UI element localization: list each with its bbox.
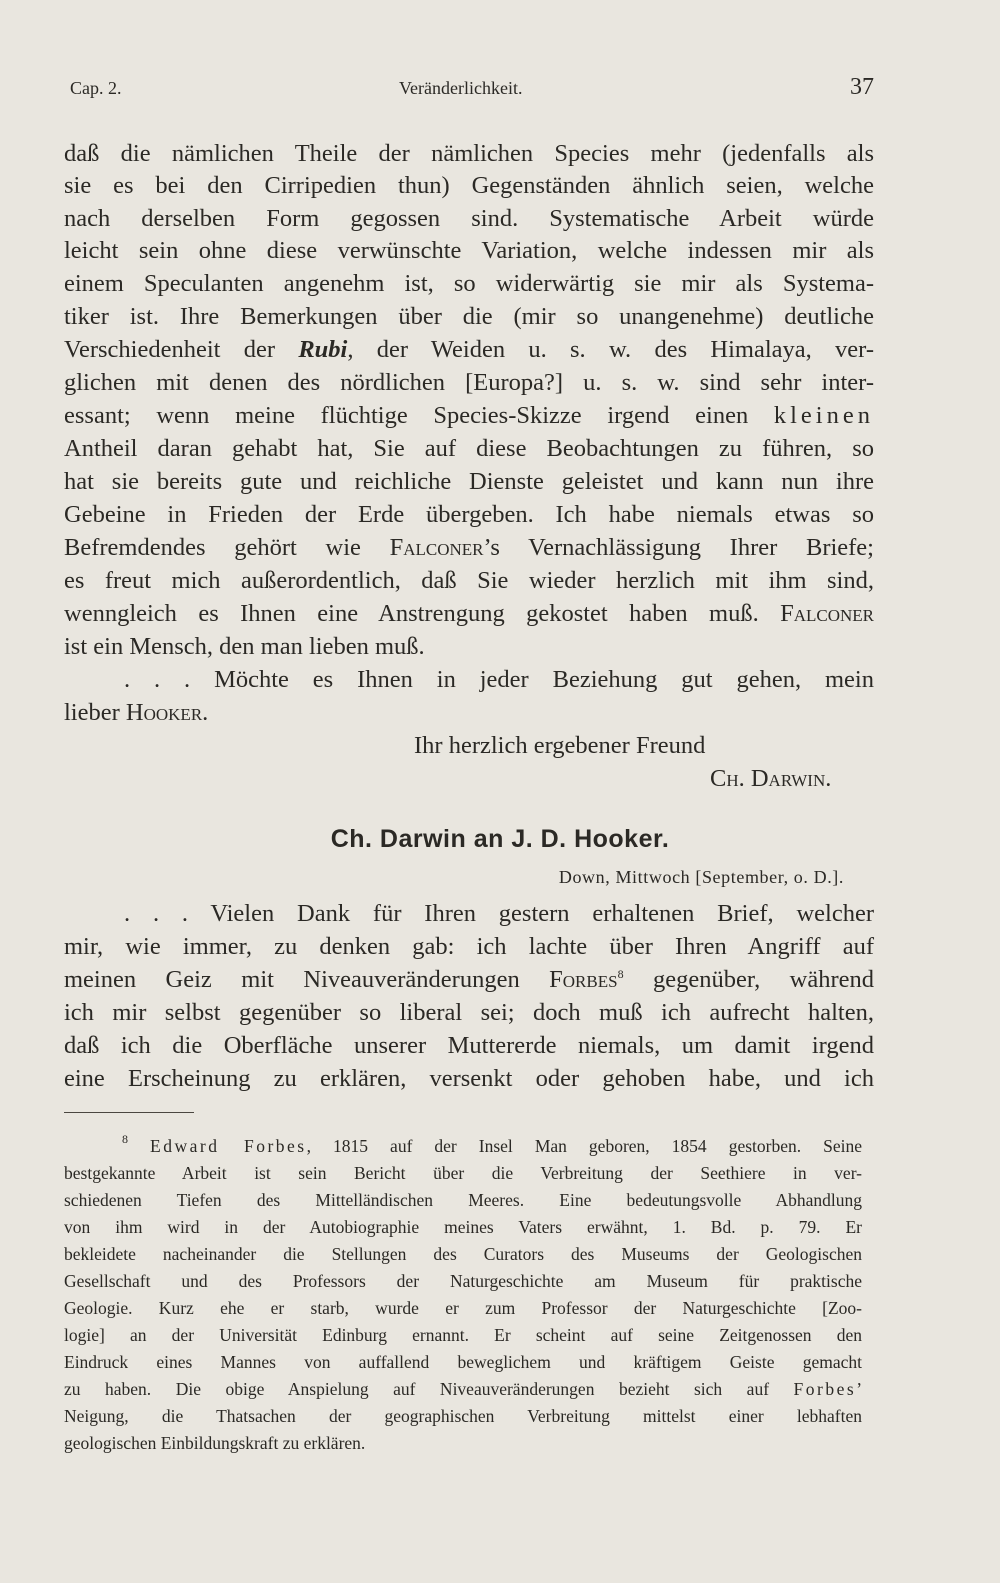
spaced-emphasis: kleinen	[773, 402, 874, 429]
text-span: wenngleich es Ihnen eine Anstrengung gekostet haben muß.	[64, 600, 759, 627]
running-title: Veränderlichkeit.	[399, 78, 523, 98]
text-line: mir, wie immer, zu denken gab: ich lachte über Ihren Angriff auf	[64, 933, 874, 960]
text-line: ich mir selbst gegenüber so liberal sei; doch muß ich aufrecht halten,	[64, 999, 874, 1026]
footnote-line: Eindruck eines Mannes von auffallend beweglichem und kräftigem Geiste gemacht	[64, 1352, 862, 1372]
page-number: 37	[850, 74, 874, 100]
running-head	[66, 74, 874, 104]
taxon-name: Rubi	[298, 336, 348, 363]
text-line: glichen mit denen des nördlichen [Europa?] u. s. w. sind sehr inter-	[64, 369, 874, 396]
footnote-line	[122, 1134, 862, 1159]
footnote-ref: 8	[617, 967, 624, 981]
person-name: Falconer	[780, 600, 874, 627]
footnote-line: Geologie. Kurz ehe er starb, wurde er zum Professor der Naturgeschichte [Zoo-	[64, 1298, 862, 1318]
text-line	[64, 334, 874, 366]
text-span: essant; wenn meine flüchtige Species-Skizze irgend einen	[64, 402, 749, 429]
letter-heading: Ch. Darwin an J. D. Hooker.	[330, 825, 670, 853]
text-line: daß die nämlichen Theile der nämlichen Species mehr (jedenfalls als	[64, 140, 874, 167]
footnote-line: bestgekannte Arbeit ist sein Bericht über die Verbreitung der Seethiere in ver-	[64, 1163, 862, 1183]
person-name: Hooker	[125, 699, 203, 726]
text-line	[64, 598, 874, 630]
footnote-marker: 8	[122, 1132, 128, 1146]
text-line: Antheil daran gehabt hat, Sie auf diese Beobachtungen zu führen, so	[64, 435, 874, 462]
footnote-line: von ihm wird in der Autobiographie meines Vaters erwähnt, 1. Bd. p. 79. Er	[64, 1217, 862, 1237]
footnote-line	[64, 1377, 862, 1402]
text-span: Verschiedenheit der	[64, 336, 276, 363]
footnote-line: Neigung, die Thatsachen der geographischen Verbreitung mittelst einer lebhaften	[64, 1406, 862, 1426]
text-span: , 1815 auf der Insel Man geboren, 1854 gestorben. Seine	[306, 1136, 863, 1156]
text-line: es freut mich außerordentlich, daß Sie wieder herzlich mit ihm sind,	[64, 567, 874, 594]
text-line	[64, 697, 874, 729]
text-line	[64, 400, 874, 432]
text-line: daß ich die Oberfläche unserer Muttererde niemals, um damit irgend	[64, 1032, 874, 1059]
dateline: Down, Mittwoch [September, o. D.].	[558, 867, 844, 887]
text-line: nach derselben Form gegossen sind. Systematische Arbeit würde	[64, 205, 874, 232]
text-span: gegenüber, während	[653, 966, 875, 993]
text-span: , der Weiden u. s. w. des Himalaya, ver-	[347, 336, 874, 363]
person-name: Edward Forbes	[150, 1136, 307, 1156]
footnote-line: logie] an der Universität Edinburg ernannt. Er scheint auf seine Zeitgenossen den	[64, 1325, 862, 1345]
person-name: Forbes	[549, 966, 618, 993]
text-span: zu haben. Die obige Anspielung auf Niveauveränderungen bezieht sich auf	[64, 1379, 770, 1399]
person-name: Forbes	[793, 1379, 857, 1399]
footnote-line: geologischen Einbildungskraft zu erklären.	[64, 1433, 366, 1453]
text-line: sie es bei den Cirripedien thun) Gegenständen ähnlich seien, welche	[64, 172, 874, 199]
person-name: Falconer	[389, 534, 484, 561]
footnote-rule	[64, 1112, 194, 1113]
text-span: .	[202, 699, 209, 726]
footnote-line: bekleidete nacheinander die Stellungen des Curators des Museums der Geologischen	[64, 1244, 862, 1264]
text-line	[64, 964, 874, 996]
text-line: tiker ist. Ihre Bemerkungen über die (mir so unangenehme) deutliche	[64, 303, 874, 330]
text-span: ’	[856, 1379, 863, 1399]
text-line: . . . Möchte es Ihnen in jeder Beziehung gut gehen, mein	[124, 666, 874, 693]
text-line: eine Erscheinung zu erklären, versenkt oder gehoben habe, und ich	[64, 1065, 874, 1092]
chapter-label: Cap. 2.	[70, 78, 122, 98]
text-line: leicht sein ohne diese verwünschte Variation, welche indessen mir als	[64, 237, 874, 264]
closing-line: Ihr herzlich ergebener Freund	[414, 732, 706, 759]
text-span: ’s Vernachlässigung Ihrer Briefe;	[483, 534, 874, 561]
text-span: lieber	[64, 699, 120, 726]
text-span: meinen Geiz mit Niveauveränderungen	[64, 966, 520, 993]
footnote-line: Gesellschaft und des Professors der Naturgeschichte am Museum für praktische	[64, 1271, 862, 1291]
signature: Ch. Darwin.	[710, 765, 832, 792]
text-line: einem Speculanten angenehm ist, so widerwärtig sie mir als Systema-	[64, 270, 874, 297]
text-line: Gebeine in Frieden der Erde übergeben. Ich habe niemals etwas so	[64, 501, 874, 528]
footnote-line: schiedenen Tiefen des Mittelländischen Meeres. Eine bedeutungsvolle Abhandlung	[64, 1190, 862, 1210]
text-line: ist ein Mensch, den man lieben muß.	[64, 633, 425, 660]
text-line: . . . Vielen Dank für Ihren gestern erhaltenen Brief, welcher	[124, 900, 874, 927]
text-line: hat sie bereits gute und reichliche Dienste geleistet und kann nun ihre	[64, 468, 874, 495]
text-span: Befremdendes gehört wie	[64, 534, 361, 561]
text-line	[64, 532, 874, 564]
